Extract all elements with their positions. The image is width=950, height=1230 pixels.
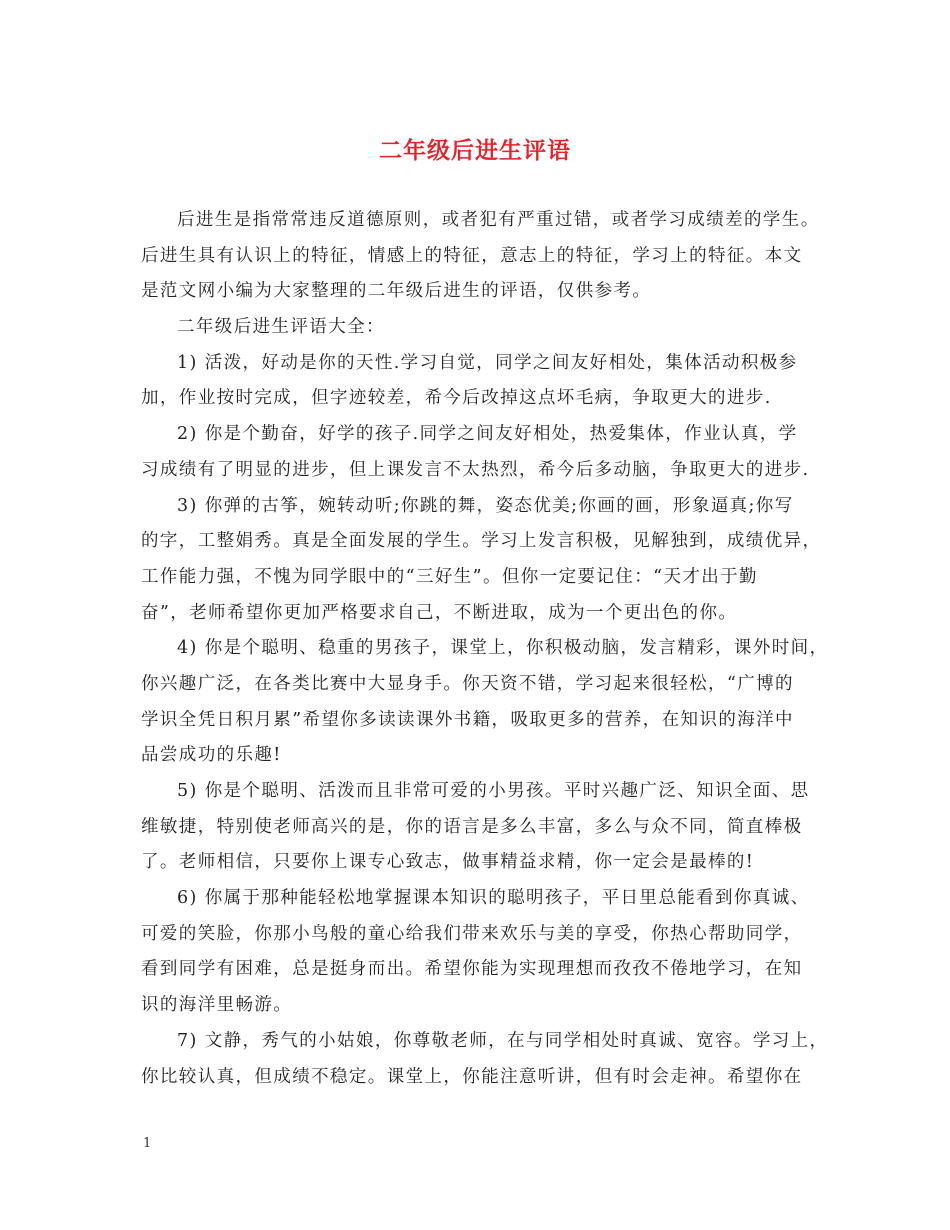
document-body xyxy=(141,203,841,1095)
text-line: 7) 文静，秀气的小姑娘，你尊敬老师，在与同学相处时真诚、宽容。学习上， xyxy=(177,1030,829,1051)
text-line: 看到同学有困难，总是挺身而出。希望你能为实现理想而孜孜不倦地学习，在知 xyxy=(141,959,803,980)
text-line: 你兴趣广泛，在各类比赛中大显身手。你天资不错，学习起来很轻松，“广博的 xyxy=(141,673,794,694)
paragraph xyxy=(141,417,841,488)
text-line: 4) 你是个聪明、稳重的男孩子，课堂上，你积极动脑，发言精彩，课外时间， xyxy=(177,638,829,659)
text-line: 3) 你弹的古筝，婉转动听;你跳的舞，姿态优美;你画的画，形象逼真;你写 xyxy=(177,495,794,516)
text-line: 的字，工整娟秀。真是全面发展的学生。学习上发言积极，见解独到，成绩优异， xyxy=(141,531,822,552)
text-line: 1) 活泼，好动是你的天性.学习自觉，同学之间友好相处，集体活动积极参 xyxy=(177,352,798,373)
document-title: 二年级后进生评语 xyxy=(379,137,571,164)
text-line: 品尝成功的乐趣! xyxy=(141,745,282,766)
text-line: 后进生具有认识上的特征，情感上的特征，意志上的特征，学习上的特征。本文 xyxy=(141,245,803,266)
page-number: 1 xyxy=(143,1136,152,1151)
text-line: 加，作业按时完成，但字迹较差，希今后改掉这点坏毛病，争取更大的进步. xyxy=(141,388,772,409)
text-line: 奋”，老师希望你更加严格要求自己，不断进取，成为一个更出色的你。 xyxy=(141,602,738,623)
text-line: 5) 你是个聪明、活泼而且非常可爱的小男孩。平时兴趣广泛、知识全面、思 xyxy=(177,781,810,801)
paragraph xyxy=(141,1024,841,1095)
text-line: 2) 你是个勤奋，好学的孩子.同学之间友好相处，热爱集体，作业认真，学 xyxy=(177,424,798,445)
text-line: 维敏捷，特别使老师高兴的是，你的语言是多么丰富，多么与众不同，简直棒极 xyxy=(141,816,803,837)
text-line: 二年级后进生评语大全： xyxy=(177,317,385,338)
text-line: 6) 你属于那种能轻松地掌握课本知识的聪明孩子，平日里总能看到你真诚、 xyxy=(177,888,810,909)
text-line: 是范文网小编为大家整理的二年级后进生的评语，仅供参考。 xyxy=(141,281,652,302)
paragraph xyxy=(141,310,841,346)
text-line: 学识全凭日积月累”希望你多读读课外书籍，吸取更多的营养，在知识的海洋中 xyxy=(141,709,794,730)
text-line: 你比较认真，但成绩不稳定。课堂上，你能注意听讲，但有时会走神。希望你在 xyxy=(141,1066,803,1087)
text-line: 可爱的笑脸，你那小鸟般的童心给我们带来欢乐与美的享受，你热心帮助同学， xyxy=(141,923,803,944)
paragraph xyxy=(141,881,841,1024)
paragraph xyxy=(141,774,841,881)
text-line: 识的海洋里畅游。 xyxy=(141,995,293,1016)
paragraph xyxy=(141,346,841,417)
paragraph xyxy=(141,203,841,310)
paragraph xyxy=(141,489,841,632)
text-line: 习成绩有了明显的进步，但上课发言不太热烈，希今后多动脑，争取更大的进步. xyxy=(141,459,810,480)
text-line: 工作能力强，不愧为同学眼中的“三好生”。但你一定要记住：“天才出于勤 xyxy=(141,566,758,587)
text-line: 了。老师相信，只要你上课专心致志，做事精益求精，你一定会是最棒的! xyxy=(141,852,755,873)
paragraph xyxy=(141,631,841,774)
text-line: 后进生是指常常违反道德原则，或者犯有严重过错，或者学习成绩差的学生。 xyxy=(177,210,820,230)
